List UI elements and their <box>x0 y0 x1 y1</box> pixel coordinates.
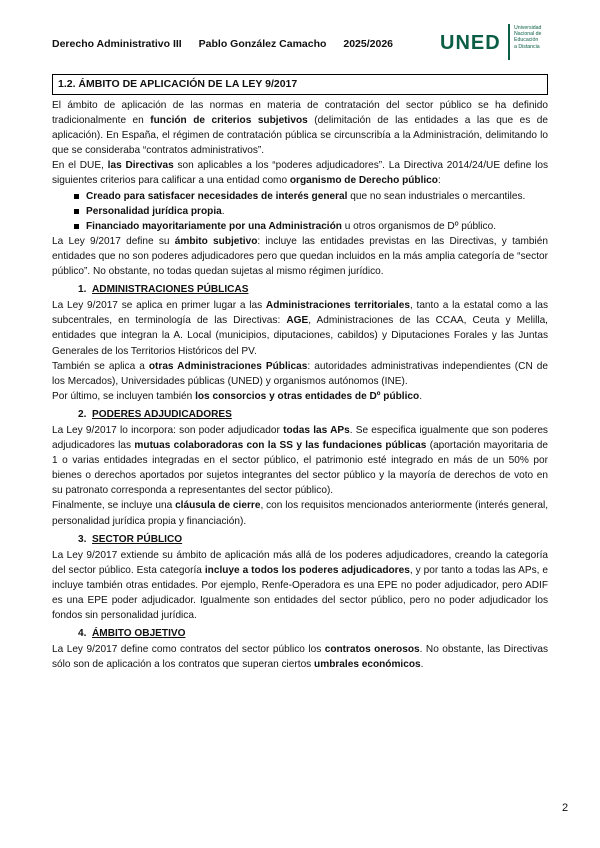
s3-paragraph-1: La Ley 9/2017 extiende su ámbito de aplicación más allá de los poderes adjudicadores, creando la categoría del sector público. Esta categoría incluye a todos los poderes adjudicadores, y por tanto a todas las APs, e incluye también otras entidades. Por ejemplo, Renfe-Operadora es una EPE no poder adjudicador, pero ADIF es una EPE poder adjudicador. Igualmente son entidades del sector público, pero no poder adjudicador los fondos sin personalidad jurídica. <box>52 549 549 622</box>
uned-logo <box>440 24 562 60</box>
subsection-heading-1: 1. ADMINISTRACIONES PÚBLICAS <box>78 284 249 296</box>
logo-sub-line: Nacional de <box>514 31 542 38</box>
s1-paragraph-1: La Ley 9/2017 se aplica en primer lugar a las Administraciones territoriales, tanto a la estatal como a las subcentrales, en terminología de las Directivas: AGE, Administraciones de las CCAA, Ceuta y Melilla, entidades que integran la A. Local (municipios, diputaciones, cabildos) y Diputaciones Forales y las Juntas Generales de los Territorios Históricos del PV. <box>52 300 548 357</box>
page-number: 2 <box>562 802 569 814</box>
logo-divider <box>508 24 510 60</box>
page-header <box>52 20 552 66</box>
section-title: 1.2. ÁMBITO DE APLICACIÓN DE LA LEY 9/2017 <box>52 74 548 95</box>
criteria-list <box>52 189 548 234</box>
list-item: Financiado mayoritariamente por una Administración u otros organismos de Dº público. <box>52 219 548 234</box>
s4-paragraph-1: La Ley 9/2017 define como contratos del sector público los contratos onerosos. No obstante, las Directivas sólo son de aplicación a los contratos que superan ciertos umbrales económicos. <box>52 644 548 671</box>
logo-sub-line: Universidad <box>514 25 542 31</box>
subsection-heading-3: 3. SECTOR PÚBLICO <box>78 533 183 545</box>
author-name: Pablo González Camacho <box>198 38 327 50</box>
intro-paragraph: El ámbito de aplicación de las normas en materia de contratación del sector público se ha definido tradicionalmente en función de criterios subjetivos (delimitación de las entidades a las que es de aplicación). En España, el régimen de contratación pública se circunscribía a la Administración, delimitando lo que se consideraba “contratos administrativos”. <box>52 100 548 157</box>
s1-paragraph-3: Por último, se incluyen también los consorcios y otras entidades de Dº público. <box>52 390 422 402</box>
subsection-heading-2: 2. PODERES ADJUDICADORES <box>78 408 232 420</box>
logo-sub-line: a Distancia <box>514 43 540 50</box>
course-name: Derecho Administrativo III <box>52 38 182 50</box>
s2-paragraph-1: La Ley 9/2017 lo incorpora: son poder adjudicador todas las APs. Se especifica igualmente que son poderes adjudicadores las mutuas colaboradoras con la SS y las fundaciones públicas (aportación mayoritaria de 1 o varias entidades integradas en el sector público, el patrimonio esté integrado en más de un 50% por bienes o derechos aportados por sujetos integrantes del sector público y la mayoría de derechos de voto en su patronato corresponda a representantes del sector público). <box>52 424 549 497</box>
s1-paragraph-2: También se aplica a otras Administraciones Públicas: autoridades administrativas independientes (CN de los Mercados), Universidades públicas (UNED) y organismos autónomos (INE). <box>52 360 548 387</box>
s2-paragraph-2: Finalmente, se incluye una cláusula de cierre, con los requisitos mencionados anteriormente (interés general, personalidad jurídica propia y financiación). <box>52 500 549 527</box>
subsection-heading-4: 4. ÁMBITO OBJETIVO <box>78 628 186 640</box>
logo-mark: UNED <box>440 32 501 54</box>
header-text <box>52 38 407 50</box>
list-item: Creado para satisfacer necesidades de interés general que no sean industriales o mercantiles. <box>52 189 548 204</box>
logo-subtitle <box>514 25 574 50</box>
academic-year: 2025/2026 <box>343 38 393 50</box>
document-body <box>52 74 548 672</box>
directives-paragraph: En el DUE, las Directivas son aplicables a los “poderes adjudicadores”. La Directiva 2014/24/UE define los siguientes criterios para calificar a una entidad como organismo de Derecho público: <box>52 160 549 187</box>
subjective-scope-paragraph: La Ley 9/2017 define su ámbito subjetivo: incluye las entidades previstas en las Directivas, y también entidades que no son poderes adjudicadores pero que quedan incluidos en la más amplia categoría de “sector público”. No obstante, no todas quedan sujetas al mismo régimen jurídico. <box>52 235 549 278</box>
list-item: Personalidad jurídica propia. <box>52 204 548 219</box>
logo-sub-line: Educación <box>514 37 539 44</box>
